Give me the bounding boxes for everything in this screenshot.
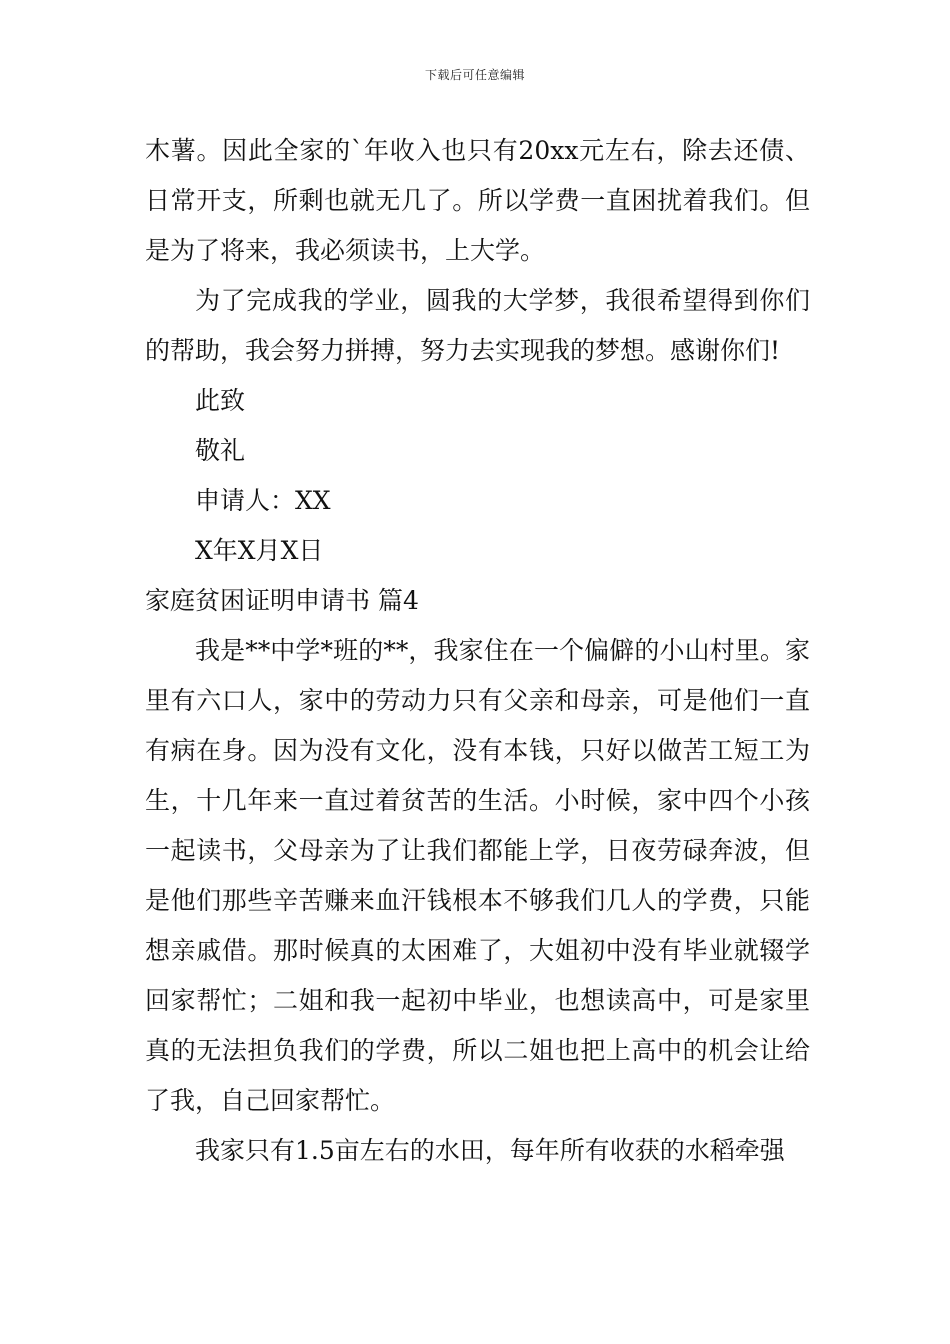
date-line: X年X月X日 [195,536,324,565]
paragraph: 为了完成我的学业，圆我的大学梦，我很希望得到你们的帮助，我会努力拼搏，努力去实现我的梦想。感谢你们! [145,286,810,365]
section-heading: 家庭贫困证明申请书 篇4 [145,586,419,615]
page-header: 下载后可任意编辑 [424,68,525,82]
paragraph: 我家只有1.5亩左右的水田，每年所有收获的水稻牵强 [195,1136,785,1165]
document-body [145,126,810,1176]
paragraph: 我是**中学*班的**，我家住在一个偏僻的小山村里。家里有六口人，家中的劳动力只有父亲和母亲，可是他们一直有病在身。因为没有文化，没有本钱，只好以做苦工短工为生，十几年来一直过着贫苦的生活。小时候，家中四个小孩一起读书，父母亲为了让我们都能上学，日夜劳碌奔波，但是他们那些辛苦赚来血汗钱根本不够我们几人的学费，只能想亲戚借。那时候真的太困难了，大姐初中没有毕业就辍学回家帮忙；二姐和我一起初中毕业，也想读高中，可是家里真的无法担负我们的学费，所以二姐也把上高中的机会让给了我，自己回家帮忙。 [145,636,810,1115]
paragraph: 木薯。因此全家的`年收入也只有20xx元左右，除去还债、日常开支，所剩也就无几了。所以学费一直困扰着我们。但是为了将来，我必须读书，上大学。 [145,136,810,265]
closing-regards: 敬礼 [195,436,246,465]
applicant-line: 申请人：XX [195,486,331,515]
closing-salutation: 此致 [195,386,246,415]
